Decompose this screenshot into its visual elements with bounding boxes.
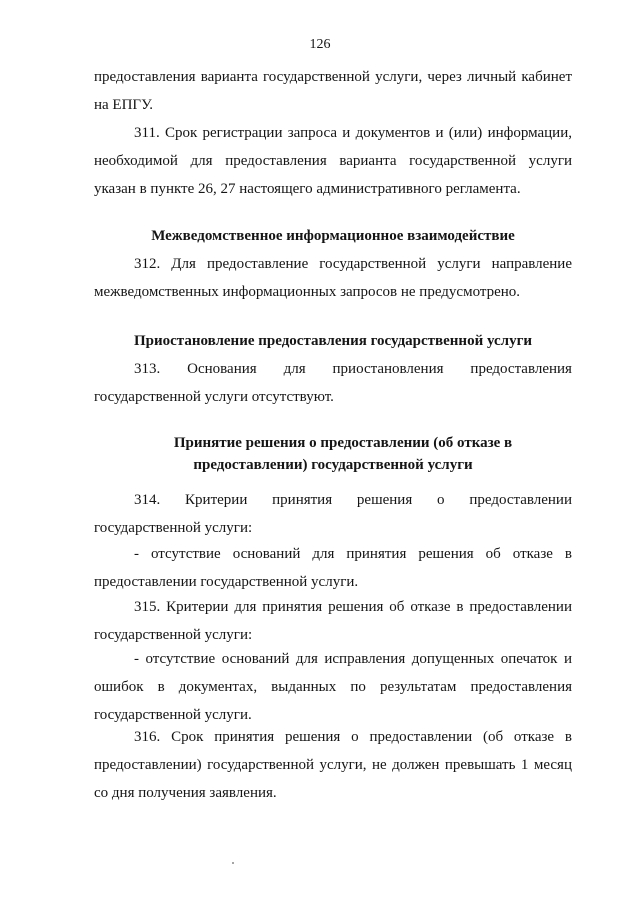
paragraph-311: 311. Срок регистрации запроса и документов и (или) информации, необходимой для предоставления варианта государственной услуги указан в пункте 26, 27 настоящего административного регламента. — [94, 125, 572, 197]
heading-decision-line-2: предоставлении) государственной услуги — [193, 457, 473, 473]
heading-interagency-interaction: Межведомственное информационное взаимодействие — [151, 228, 515, 244]
word: для — [283, 361, 306, 377]
paragraph-314: 314. Критерии принятия решения о предоставлении государственной услуги: — [94, 492, 572, 536]
heading-decision-line-1: Принятие решения о предоставлении (об отказе в — [173, 435, 513, 451]
paragraph-315: 315. Критерии для принятия решения об отказе в предоставлении государственной услуги: — [94, 599, 572, 643]
paragraph-313-rest: государственной услуги отсутствуют. — [94, 389, 334, 405]
paragraph-316: 316. Срок принятия решения о предоставлении (об отказе в предоставлении) государственной услуги, не должен превышать 1 месяц со дня получения заявления. — [94, 729, 572, 801]
paragraph-313 — [94, 355, 572, 411]
scan-speck — [232, 862, 234, 864]
paragraph-315-item: - отсутствие оснований для исправления допущенных опечаток и ошибок в документах, выданных по результатам предоставления государственной услуги. — [94, 651, 572, 723]
heading-suspension: Приостановление предоставления государственной услуги — [133, 333, 533, 349]
paragraph-313-first-line — [94, 355, 572, 383]
paragraph-continuation: предоставления варианта государственной услуги, через личный кабинет на ЕПГУ. — [94, 69, 572, 113]
page-number: 126 — [309, 37, 331, 52]
word: приостановления — [332, 361, 444, 377]
paragraph-312: 312. Для предоставление государственной услуги направление межведомственных информационных запросов не предусмотрено. — [94, 256, 572, 300]
word: предоставления — [470, 361, 572, 377]
paragraph-314-item: - отсутствие оснований для принятия решения об отказе в предоставлении государственной услуги. — [94, 546, 572, 590]
word: Основания — [187, 361, 257, 377]
word: 313. — [134, 361, 161, 377]
heading-decision — [94, 432, 572, 476]
